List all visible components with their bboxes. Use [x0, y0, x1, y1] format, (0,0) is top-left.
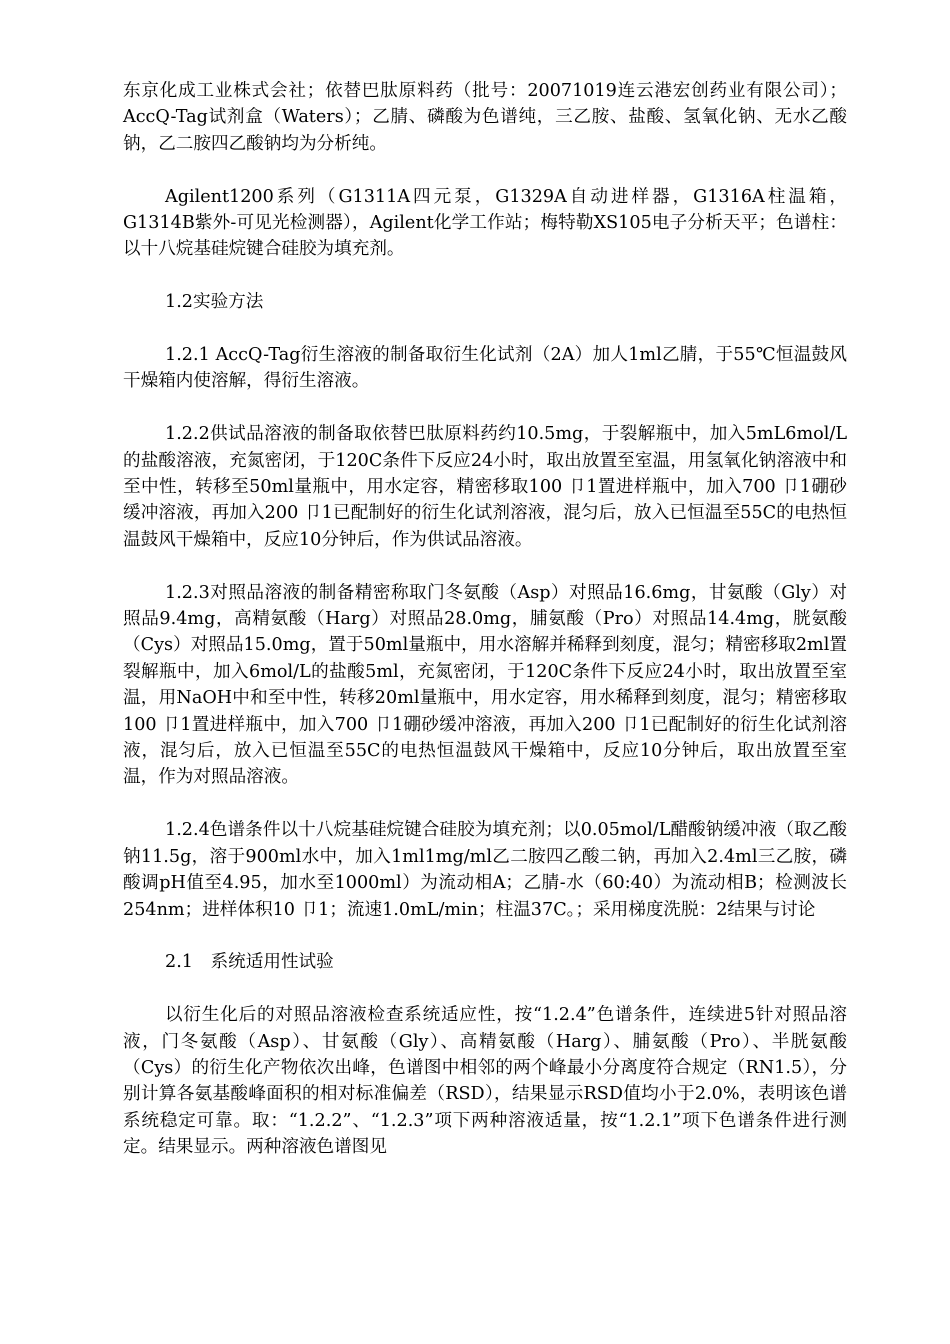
paragraph-chromatographic-conditions: 1.2.4色谱条件以十八烷基硅烷键合硅胶为填充剂；以0.05mol/L醋酸钠缓冲液（取乙酸钠11.5g，溶于900ml水中，加入1ml1mg/ml乙二胺四乙酸二钠，再加入2.4ml三乙胺，磷酸调pH值至4.95，加水至1000ml）为流动相A；乙腈-水（60:40）为流动相B；检测波长254nm；进样体积10 卩1；流速1.0mL/min；柱温37C。；采用梯度洗脱：2结果与讨论	[123, 820, 847, 920]
paragraph-reference-solution: 1.2.3对照品溶液的制备精密称取门冬氨酸（Asp）对照品16.6mg，甘氨酸（Gly）对照品9.4mg，高精氨酸（Harg）对照品28.0mg，脯氨酸（Pro）对照品14.4mg，胱氨酸（Cys）对照品15.0mg，置于50ml量瓶中，用水溶解并稀释到刻度，混匀；精密移取2ml置裂解瓶中，加入6mol/L的盐酸5ml，充氮密闭，于120C条件下反应24小时，取出放置至室温，用NaOH中和至中性，转移20ml量瓶中，用水定容，用水稀释到刻度，混匀；精密移取100 卩1置进样瓶中，加入700 卩1硼砂缓冲溶液，再加入200 卩1已配制好的衍生化试剂溶液，混匀后，放入已恒温至55C的电热恒温鼓风干燥箱中，反应10分钟后，取出放置至室温，作为对照品溶液。	[123, 582, 847, 788]
document-page	[123, 78, 847, 1187]
section-heading-methods: 1.2实验方法	[165, 292, 264, 313]
paragraph-test-solution: 1.2.2供试品溶液的制备取依替巴肽原料药约10.5mg，于裂解瓶中，加入5mL6mol/L的盐酸溶液，充氮密闭，于120C条件下反应24小时，取出放置至室温，用氢氧化钠溶液中和至中性，转移至50ml量瓶中，用水定容，精密移取100 卩1置进样瓶中，加入700 卩1硼砂缓冲溶液，再加入200 卩1已配制好的衍生化试剂溶液，混匀后，放入已恒温至55C的电热恒温鼓风干燥箱中，反应10分钟后，作为供试品溶液。	[123, 424, 847, 550]
section-heading-system-suitability: 2.1 系统适用性试验	[165, 952, 334, 973]
paragraph-instruments: Agilent1200系列（G1311A四元泵，G1329A自动进样器，G1316A柱温箱，G1314B紫外-可见光检测器），Agilent化学工作站；梅特勒XS105电子分析天平；色谱柱：以十八烷基硅烷键合硅胶为填充剂。	[123, 186, 847, 260]
paragraph-derivative-solution: 1.2.1 AccQ-Tag衍生溶液的制备取衍生化试剂（2A）加人1ml乙腈，于55℃恒温鼓风干燥箱内使溶解，得衍生溶液。	[123, 345, 847, 392]
paragraph-materials: 东京化成工业株式会社；依替巴肽原料药（批号：20071019连云港宏创药业有限公司）；AccQ-Tag试剂盒（Waters）；乙腈、磷酸为色谱纯，三乙胺、盐酸、氢氧化钠、无水乙酸钠，乙二胺四乙酸钠均为分析纯。	[123, 81, 847, 154]
paragraph-system-suitability: 以衍生化后的对照品溶液检查系统适应性，按“1.2.4”色谱条件，连续进5针对照品溶液，门冬氨酸（Asp）、甘氨酸（Gly）、高精氨酸（Harg）、脯氨酸（Pro）、半胱氨酸（Cys）的衍生化产物依次出峰，色谱图中相邻的两个峰最小分离度符合规定（RN1.5），分别计算各氨基酸峰面积的相对标准偏差（RSD），结果显示RSD值均小于2.0%，表明该色谱系统稳定可靠。取：“1.2.2”、“1.2.3”项下两种溶液适量，按“1.2.1”项下色谱条件进行测定。结果显示。两种溶液色谱图见	[123, 1005, 847, 1158]
